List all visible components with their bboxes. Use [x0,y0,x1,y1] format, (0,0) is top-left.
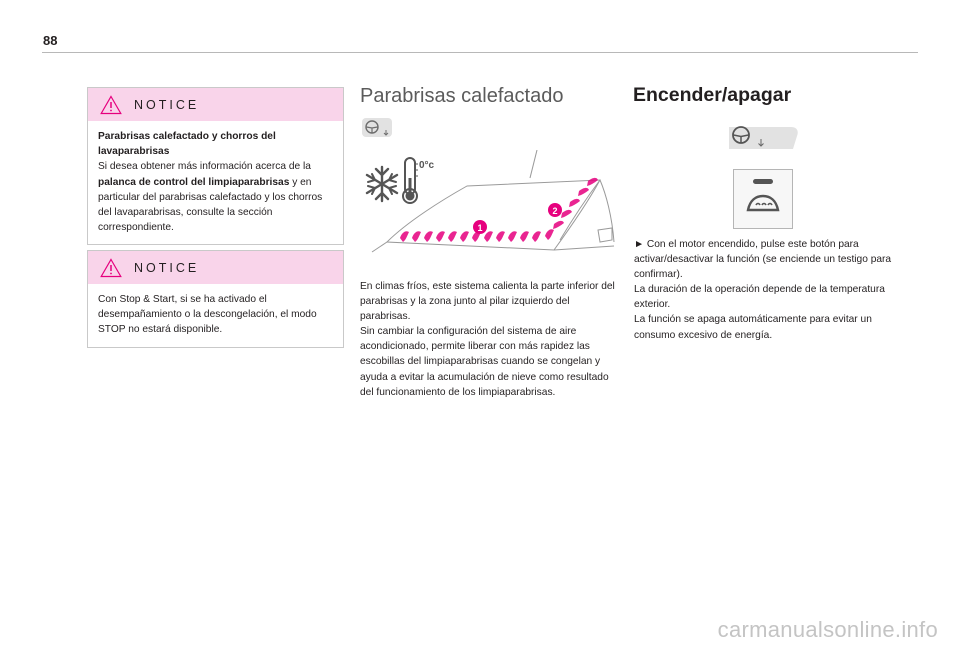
section-title-on-off: Encender/apagar [633,84,792,106]
on-off-description [634,237,892,343]
notice-text: Con Stop & Start, si se ha activado el desempañamiento o la descongelación, el modo STOP no estará disponible. [98,294,317,336]
notice-body [88,121,343,244]
notice-title: NOTICE [134,260,200,275]
notice-title: NOTICE [134,97,200,112]
steering-wheel-icon [727,121,799,153]
temperature-label: 0°c [419,160,435,171]
paragraph: En climas fríos, este sistema calienta la parte inferior del parabrisas y la zona junto al pilar izquierdo del parabrisas. [360,281,615,323]
header-divider [42,52,918,53]
notice-box-wiper [87,87,344,245]
heated-windshield-description [360,279,618,400]
notice-header [88,88,343,121]
paragraph: La función se apaga automáticamente para evitar un consumo excesivo de energía. [634,314,872,341]
thermometer-icon [403,158,418,203]
heated-windshield-button-icon [734,170,792,228]
warning-triangle-icon [100,95,122,115]
warning-triangle-icon [100,258,122,278]
notice-body [88,284,343,347]
notice-box-stop-start [87,250,344,348]
instruction: ► Con el motor encendido, pulse este botón para activar/desactivar la función (se enciende un testigo para confirmar). [634,239,892,281]
snowflake-icon [367,167,397,201]
marker-2-label: 2 [552,206,558,216]
notice-text: Si desea obtener más información acerca de la [98,161,311,173]
notice-header [88,251,343,284]
steering-wheel-icon [362,116,394,140]
paragraph: La duración de la operación depende de la temperatura exterior. [634,284,885,311]
paragraph: Sin cambiar la configuración del sistema de aire acondicionado, permite liberar con más rapidez las escobillas del limpiaparabrisas cuando se congelan y ayuda a evitar la acumulación de nieve como resultado del funcionamiento de los limpiaparabrisas. [360,326,609,398]
page-number: 88 [43,33,58,48]
heated-windshield-button[interactable] [733,169,793,229]
watermark[interactable]: carmanualsonline.info [717,617,938,642]
notice-heading: Parabrisas calefactado y chorros del lavaparabrisas [98,131,276,158]
heated-windshield-illustration [362,150,616,262]
marker-1-label: 1 [477,223,483,233]
wiper-lever-reference[interactable]: palanca de control del limpiaparabrisas [98,176,290,188]
notice-text: y en particular del parabrisas calefactado y los chorros del lavaparabrisas, consulte la sección correspondiente. [98,176,323,234]
section-title-heated-windshield: Parabrisas calefactado [360,85,564,107]
